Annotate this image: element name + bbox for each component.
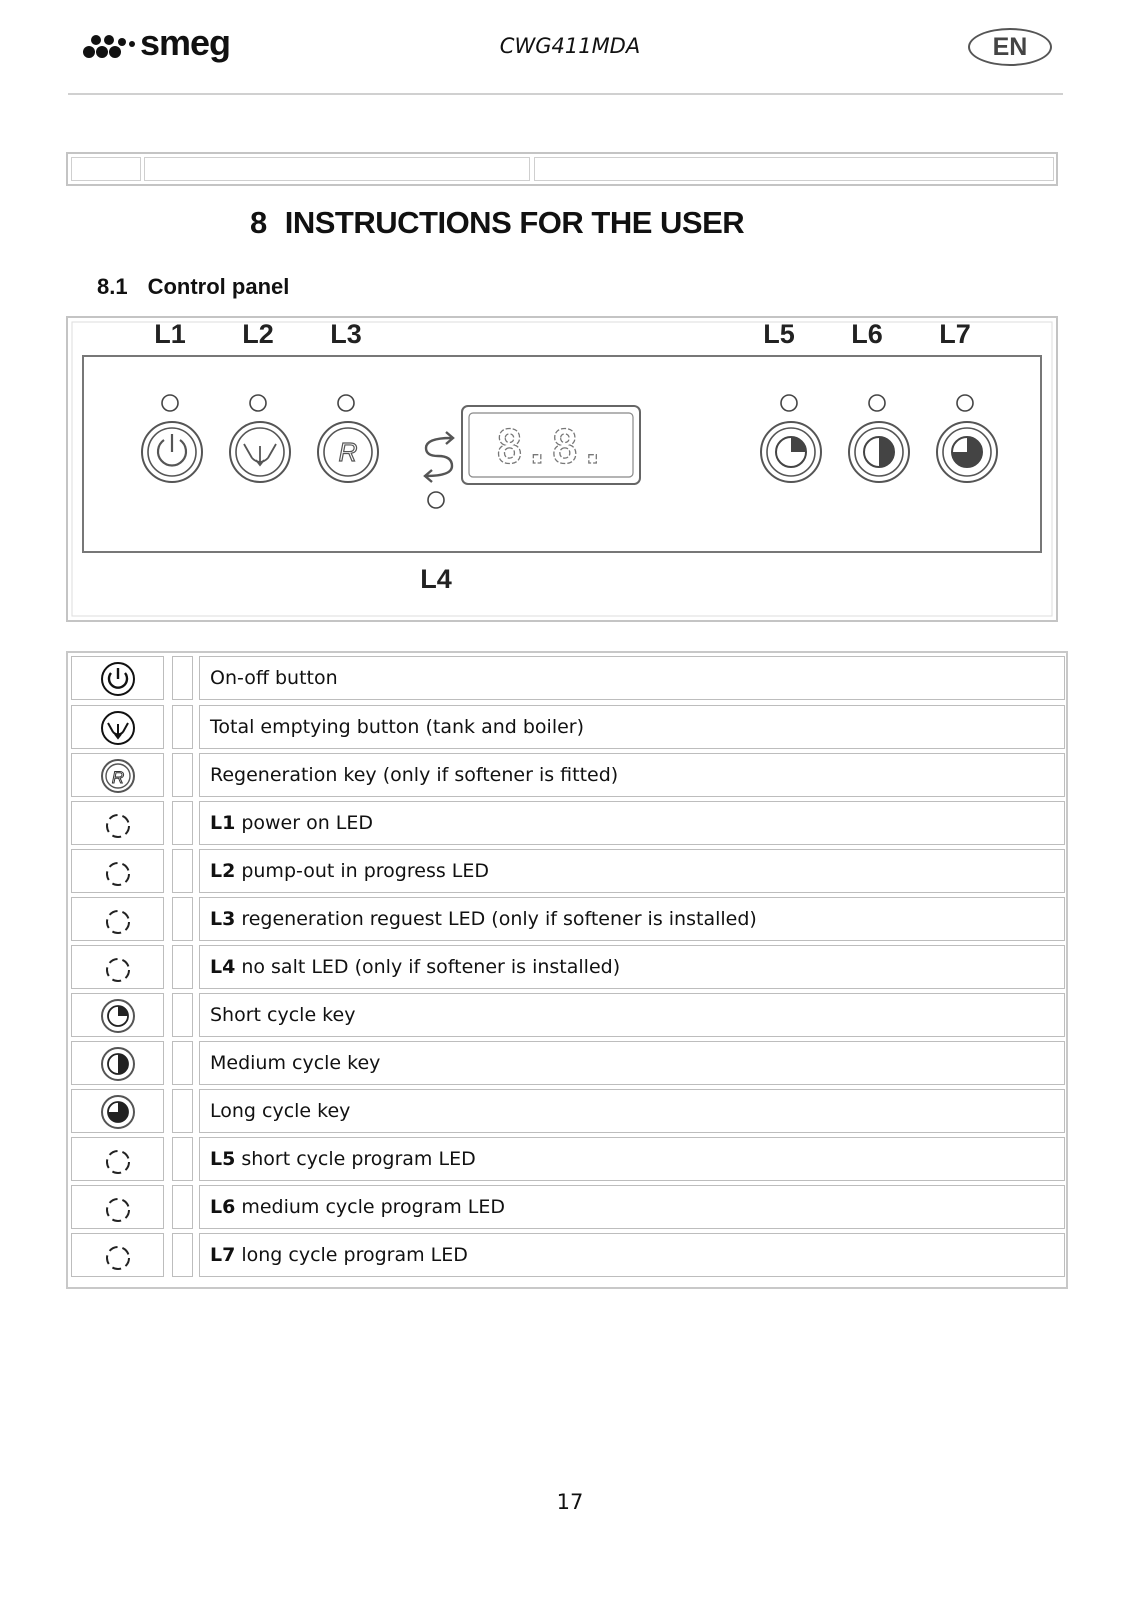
long-cycle-button[interactable] xyxy=(937,422,997,482)
icon-cell xyxy=(71,656,164,700)
icon-cell xyxy=(71,945,164,989)
led-label-l4: L4 xyxy=(420,564,452,594)
led-l7 xyxy=(957,395,973,411)
icon-cell xyxy=(71,849,164,893)
table-row xyxy=(71,705,1063,749)
display-digits: 8.8. xyxy=(495,420,607,474)
table-row xyxy=(71,801,1063,845)
led-l3 xyxy=(338,395,354,411)
legend-description: L4 no salt LED (only if softener is installed) xyxy=(199,945,1065,989)
legend-description: L6 medium cycle program LED xyxy=(199,1185,1065,1229)
smeg-logo xyxy=(82,22,252,70)
empty-cell xyxy=(172,1137,193,1181)
led-label-l2: L2 xyxy=(242,319,274,349)
medium-cycle-icon xyxy=(100,1046,136,1082)
table-row xyxy=(71,945,1063,989)
empty-cell xyxy=(71,157,141,181)
empty-cell xyxy=(172,753,193,797)
empty-cell xyxy=(172,1185,193,1229)
legend-description: Regeneration key (only if softener is fitted) xyxy=(199,753,1065,797)
led-l2 xyxy=(250,395,266,411)
led-l5 xyxy=(781,395,797,411)
subsection-number: 8.1 xyxy=(97,274,128,299)
led-label-l3: L3 xyxy=(330,319,362,349)
section-title: INSTRUCTIONS FOR THE USER xyxy=(284,205,745,240)
table-row xyxy=(71,1233,1063,1277)
icon-cell xyxy=(71,753,164,797)
icon-cell xyxy=(71,705,164,749)
control-panel-figure xyxy=(66,316,1058,622)
led-l4 xyxy=(428,492,444,508)
regeneration-button[interactable] xyxy=(318,422,378,482)
icon-cell xyxy=(71,801,164,845)
icon-cell xyxy=(71,1089,164,1133)
empty-cell xyxy=(172,656,193,700)
empty-cell xyxy=(172,945,193,989)
control-panel-diagram xyxy=(66,316,1058,622)
page-number: 17 xyxy=(556,1490,584,1514)
icon-cell xyxy=(71,1185,164,1229)
subsection-heading xyxy=(97,274,289,300)
icon-cell xyxy=(71,897,164,941)
total-emptying-button[interactable] xyxy=(230,422,290,482)
icon-cell xyxy=(71,1137,164,1181)
legend-description: L5 short cycle program LED xyxy=(199,1137,1065,1181)
led-icon xyxy=(100,806,136,842)
empty-header-table xyxy=(66,152,1058,186)
empty-cell xyxy=(172,849,193,893)
table-row xyxy=(71,1137,1063,1181)
short-cycle-icon xyxy=(100,998,136,1034)
legend-description: L2 pump-out in progress LED xyxy=(199,849,1065,893)
empty-cell xyxy=(172,897,193,941)
power-icon xyxy=(100,661,136,697)
model-number: CWG411MDA xyxy=(499,34,641,58)
table-row xyxy=(71,849,1063,893)
legend-description: On-off button xyxy=(199,656,1065,700)
logo-dots-icon xyxy=(82,26,142,70)
table-row xyxy=(71,1041,1063,1085)
led-l6 xyxy=(869,395,885,411)
led-icon xyxy=(100,1238,136,1274)
table-row xyxy=(71,1185,1063,1229)
legend-description: L3 regeneration reguest LED (only if softener is installed) xyxy=(199,897,1065,941)
led-label-l5: L5 xyxy=(763,319,795,349)
led-l1 xyxy=(162,395,178,411)
led-icon xyxy=(100,950,136,986)
icon-cell xyxy=(71,1233,164,1277)
empty-cell xyxy=(144,157,530,181)
digital-display xyxy=(462,406,640,484)
empty-cell xyxy=(172,993,193,1037)
logo-text: smeg xyxy=(140,22,231,63)
section-heading xyxy=(250,205,930,241)
table-row xyxy=(71,656,1063,700)
total-emptying-icon xyxy=(100,710,136,746)
table-row xyxy=(71,1089,1063,1133)
empty-cell xyxy=(172,801,193,845)
short-cycle-button[interactable] xyxy=(761,422,821,482)
legend-description: Medium cycle key xyxy=(199,1041,1065,1085)
regeneration-icon xyxy=(100,758,136,794)
table-row xyxy=(71,753,1063,797)
table-row xyxy=(71,897,1063,941)
legend-table xyxy=(66,651,1068,1289)
empty-cell xyxy=(172,1233,193,1277)
led-icon xyxy=(100,902,136,938)
medium-cycle-button[interactable] xyxy=(849,422,909,482)
led-label-l1: L1 xyxy=(154,319,186,349)
language-badge: EN xyxy=(968,28,1052,66)
svg-text:R: R xyxy=(111,768,125,787)
section-number: 8 xyxy=(250,205,267,240)
legend-description: Long cycle key xyxy=(199,1089,1065,1133)
legend-description: L1 power on LED xyxy=(199,801,1065,845)
legend-description: L7 long cycle program LED xyxy=(199,1233,1065,1277)
empty-cell xyxy=(172,1089,193,1133)
led-icon xyxy=(100,854,136,890)
icon-cell xyxy=(71,993,164,1037)
led-label-l7: L7 xyxy=(939,319,971,349)
led-icon xyxy=(100,1142,136,1178)
subsection-title: Control panel xyxy=(147,274,290,299)
power-button[interactable] xyxy=(142,422,202,482)
table-row xyxy=(71,993,1063,1037)
led-label-l6: L6 xyxy=(851,319,883,349)
icon-cell xyxy=(71,1041,164,1085)
led-icon xyxy=(100,1190,136,1226)
svg-text:R: R xyxy=(338,437,358,467)
header-divider xyxy=(68,93,1063,95)
legend-description: Total emptying button (tank and boiler) xyxy=(199,705,1065,749)
empty-cell xyxy=(172,1041,193,1085)
long-cycle-icon xyxy=(100,1094,136,1130)
empty-cell xyxy=(534,157,1054,181)
empty-cell xyxy=(172,705,193,749)
legend-description: Short cycle key xyxy=(199,993,1065,1037)
